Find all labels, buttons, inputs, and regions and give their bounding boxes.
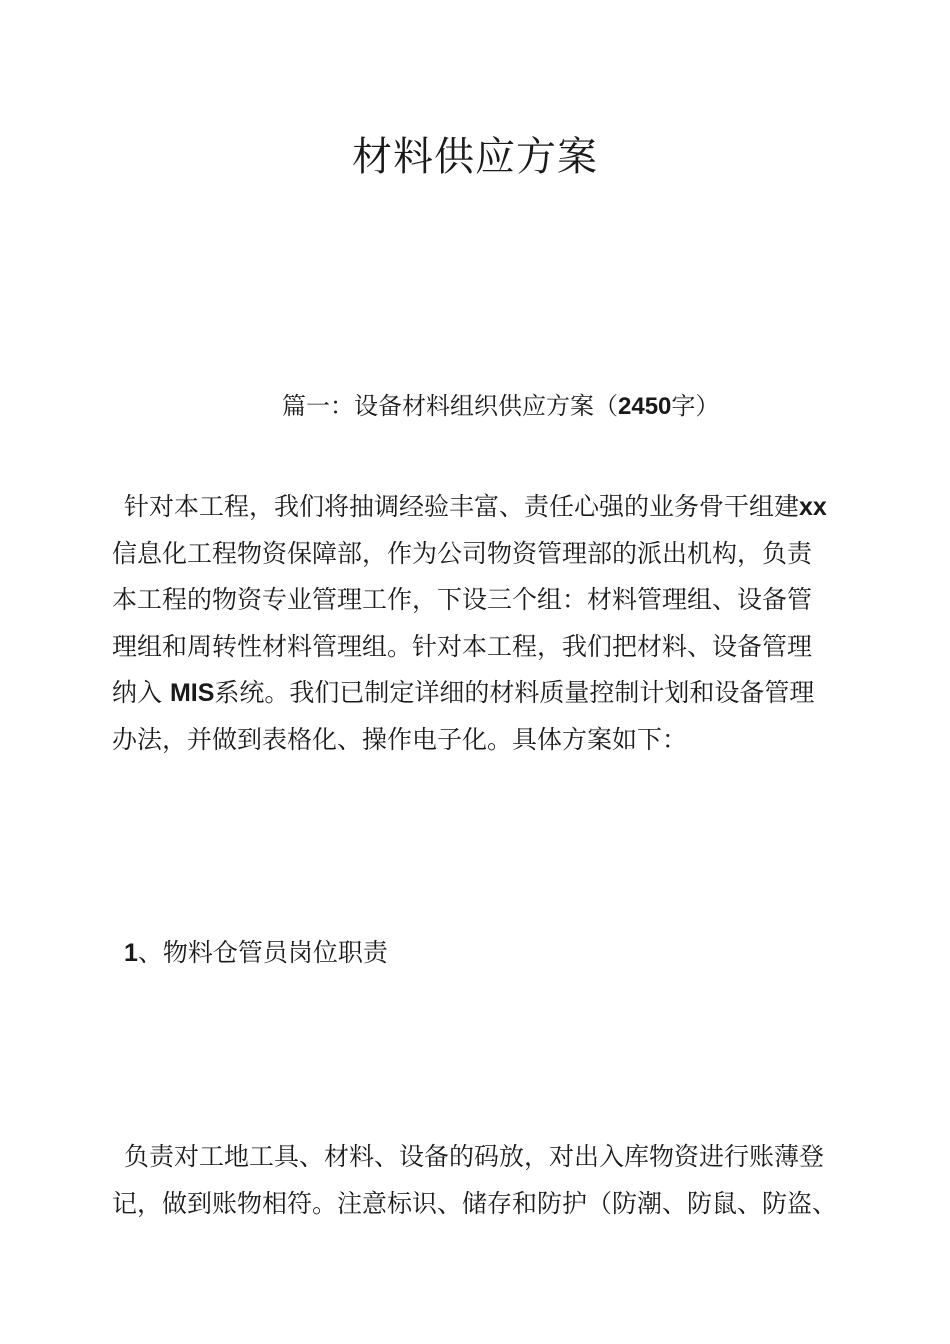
paragraph-code: MIS [169, 679, 215, 707]
document-subtitle [282, 386, 842, 427]
section-title: 、物料仓管员岗位职责 [137, 938, 388, 967]
paragraph-text: 纳入 [112, 678, 163, 707]
paragraph-line: 负责对工地工具、材料、设备的码放，对出入库物资进行账薄登 [124, 1142, 825, 1171]
subtitle-text-after: 字） [671, 392, 720, 420]
paragraph-line: 理组和周转性材料管理组。针对本工程，我们把材料、设备管理 [112, 631, 813, 661]
intro-paragraph [112, 484, 842, 763]
paragraph-text: 系统。我们已制定详细的材料质量控制计划和设备管理 [214, 678, 815, 707]
paragraph-line [112, 484, 842, 531]
paragraph-line: 办法，并做到表格化、操作电子化。具体方案如下： [112, 724, 688, 754]
paragraph-line: 记，做到账物相符。注意标识、储存和防护（防潮、防鼠、防盗、 [112, 1188, 838, 1218]
section-heading [124, 930, 388, 976]
paragraph-text: 针对本工程，我们将抽调经验丰富、责任心强的业务骨干组建 [124, 492, 800, 521]
paragraph-line: 本工程的物资专业管理工作，下设三个组：材料管理组、设备管 [112, 585, 813, 614]
section-number: 1 [124, 939, 138, 967]
document-title: 材料供应方案 [352, 133, 598, 180]
paragraph-line [112, 670, 842, 717]
duties-paragraph [112, 1134, 842, 1227]
subtitle-text-before: 篇一：设备材料组织供应方案（ [282, 392, 618, 420]
paragraph-line: 信息化工程物资保障部，作为公司物资管理部的派出机构，负责 [112, 538, 813, 568]
paragraph-code: xx [799, 493, 827, 521]
subtitle-word-count: 2450 [618, 393, 672, 420]
